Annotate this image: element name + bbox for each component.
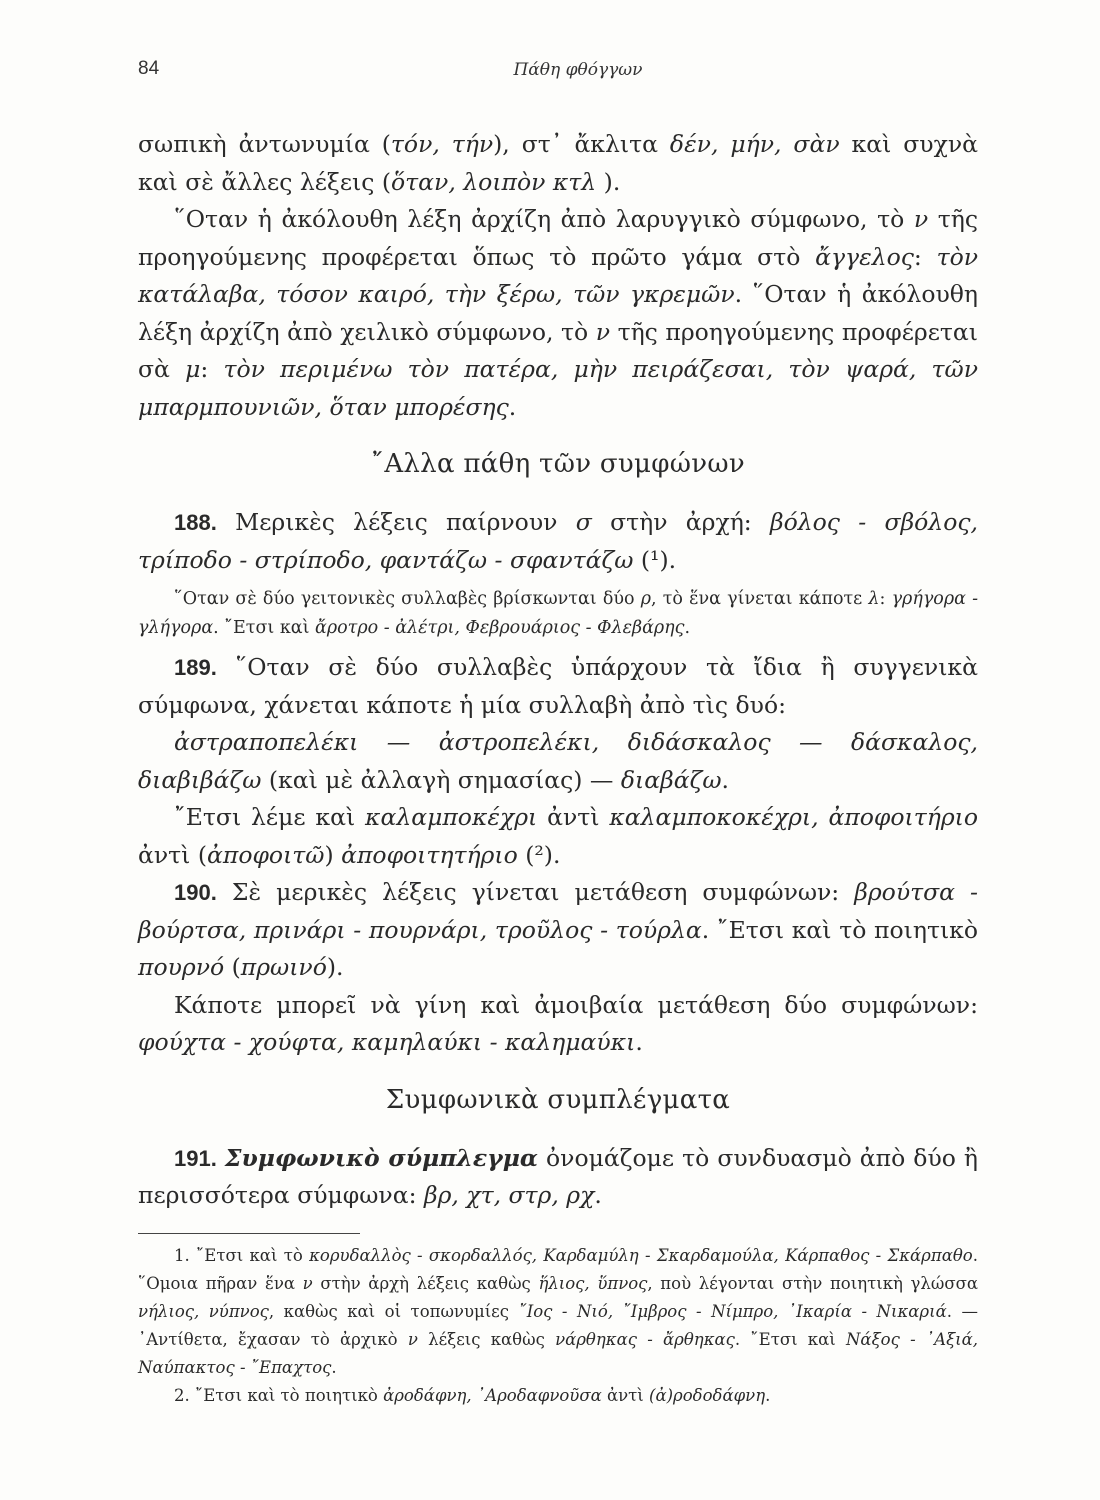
paragraph-nasal-assimilation: ῞Οταν ἡ ἀκόλουθη λέξη ἀρχίζη ἀπὸ λαρυγγικὸ σύμφωνο, τὸ ν τῆς προηγούμενης προφέρεται ὅπως τὸ πρῶτο γάμα στὸ ἄγγελος: τὸν κατάλαβα, τόσον καιρό, τὴν ξέρω, τῶν γκρεμῶν. ῞Οταν ἡ ἀκόλουθη λέξη ἀρχίζη ἀπὸ χειλικὸ σύμφωνο, τὸ ν τῆς προηγούμενης προφέρεται σὰ μ: τὸν περιμένω τὸν πατέρα, μὴν πειράζεσαι, τὸν ψαρά, τῶν μπαρμπουνιῶν, ὅταν μπορέσης. bbox=[138, 205, 979, 421]
paragraph-189-examples: ἀστραποπελέκι — ἀστροπελέκι, διδάσκαλος — δάσκαλος, διαβιβάζω (καὶ μὲ ἀλλαγὴ σημασίας) — διαβάζω. bbox=[138, 728, 978, 794]
section-heading-other-changes: ῎Αλλα πάθη τῶν συμφώνων bbox=[371, 449, 745, 479]
running-title: Πάθη φθόγγων bbox=[513, 60, 643, 80]
page-number: 84 bbox=[138, 58, 160, 79]
section-heading-consonant-clusters: Συμφωνικὰ συμπλέγματα bbox=[385, 1084, 731, 1115]
page-header bbox=[138, 58, 978, 88]
paragraph-188: 188. Μερικὲς λέξεις παίρνουν σ στὴν ἀρχή: βόλος - σβόλος, τρίποδο - στρίποδο, φαντάζω - σφαντάζω (¹). bbox=[138, 508, 978, 574]
paragraph-189: 189. ῞Οταν σὲ δύο συλλαβὲς ὑπάρχουν τὰ ἴδια ἢ συγγενικὰ σύμφωνα, χάνεται κάποτε ἡ μία συλλαβὴ ἀπὸ τὶς δυό: bbox=[138, 653, 978, 719]
footnote-separator bbox=[138, 1233, 360, 1234]
body-text bbox=[138, 126, 978, 1410]
paragraph-small-print: ῞Οταν σὲ δύο γειτονικὲς συλλαβὲς βρίσκωνται δύο ρ, τὸ ἕνα γίνεται κάποτε λ: γρήγορα - γλήγορα. ῎Ετσι καὶ ἄροτρο - ἀλέτρι, Φεβρουάριος - Φλεβάρης. bbox=[138, 589, 979, 638]
footnote-1: 1. ῎Ετσι καὶ τὸ κορυδαλλὸς - σκορδαλλός, Καρδαμύλη - Σκαρδαμούλα, Κάρπαθος - Σκάρπαθο. ῞Ομοια πῆραν ἕνα ν στὴν ἀρχὴ λέξεις καθὼς ἥλιος, ὕπνος, ποὺ λέγονται στὴν ποιητικὴ γλώσσα νήλιος, νύπνος, καθὼς καὶ οἱ τοπωνυμίες ῎Ιος - Νιό, ῎Ιμβρος - Νίμπρο, ᾿Ικαρία - Νικαριά. — ᾿Αντίθετα, ἔχασαν τὸ ἀρχικὸ ν λέξεις καθὼς νάρθηκας - ἄρθηκας. ῎Ετσι καὶ Νάξος - ᾿Αξιά, Ναύπακτος - ῎Επαχτος. bbox=[138, 1245, 979, 1377]
footnote-2: 2. ῎Ετσι καὶ τὸ ποιητικὸ ἀροδάφνη, ᾿Αροδαφνοῦσα ἀντὶ (ἀ)ροδοδάφνη. bbox=[174, 1385, 771, 1405]
paragraph-continued: σωπικὴ ἀντωνυμία (τόν, τήν), στ᾿ ἄκλιτα δέν, μήν, σὰν καὶ συχνὰ καὶ σὲ ἄλλες λέξεις (ὅταν, λοιπὸν κτλ ). bbox=[138, 130, 978, 196]
paragraph-189-also: ῎Ετσι λέμε καὶ καλαμποκέχρι ἀντὶ καλαμποκοκέχρι, ἀποφοιτήριο ἀντὶ (ἀποφοιτῶ) ἀποφοιτητήριο (²). bbox=[138, 803, 978, 869]
footnotes bbox=[138, 1242, 978, 1410]
paragraph-191: 191. Συμφωνικὸ σύμπλεγμα ὀνομάζομε τὸ συνδυασμὸ ἀπὸ δύο ἢ περισσότερα σύμφωνα: βρ, χτ, στρ, ρχ. bbox=[138, 1143, 979, 1209]
paragraph-190: 190. Σὲ μερικὲς λέξεις γίνεται μετάθεση συμφώνων: βρούτσα - βούρτσα, πρινάρι - πουρνάρι, τροῦλος - τούρλα. ῎Ετσι καὶ τὸ ποιητικὸ πουρνό (πρωινό). bbox=[138, 878, 978, 981]
paragraph-190-mutual: Κάποτε μπορεῖ νὰ γίνη καὶ ἀμοιβαία μετάθεση δύο συμφώνων: φούχτα - χούφτα, καμηλαύκι - καλημαύκι. bbox=[138, 990, 978, 1056]
